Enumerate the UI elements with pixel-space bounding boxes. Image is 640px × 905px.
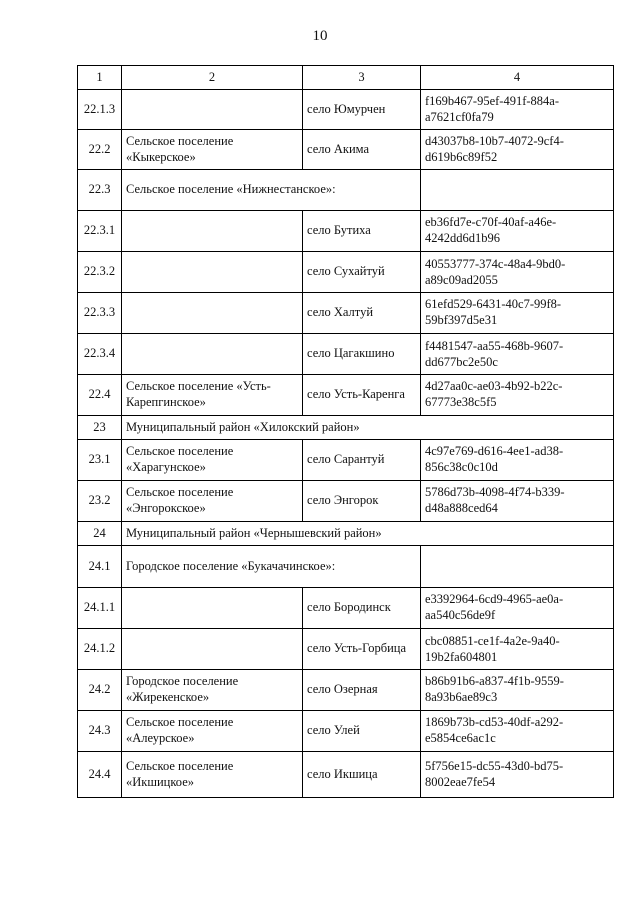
guid-cell: 40553777-374c-48a4-9bd0-a89c09ad2055 — [421, 252, 614, 293]
row-number: 24.1.1 — [78, 588, 122, 629]
table-row — [78, 170, 614, 211]
locality-cell: село Бородинск — [303, 588, 421, 629]
table-row — [78, 522, 614, 546]
guid-cell: 1869b73b-cd53-40df-a292-e5854ce6ac1c — [421, 711, 614, 752]
guid-cell: b86b91b6-a837-4f1b-9559-8a93b6ae89c3 — [421, 670, 614, 711]
guid-cell: d43037b8-10b7-4072-9cf4-d619b6c89f52 — [421, 130, 614, 170]
settlement-cell: Сельское поселение «Икшицкое» — [122, 752, 303, 798]
locality-cell: село Сухайтуй — [303, 252, 421, 293]
row-number: 24.3 — [78, 711, 122, 752]
guid-cell: 5786d73b-4098-4f74-b339-d48a888ced64 — [421, 481, 614, 522]
locality-cell: село Бутиха — [303, 211, 421, 252]
row-number: 24.1.2 — [78, 629, 122, 670]
district-heading: Муниципальный район «Чернышевский район» — [122, 522, 614, 546]
settlement-cell — [122, 629, 303, 670]
guid-cell: cbc08851-ce1f-4a2e-9a40-19b2fa604801 — [421, 629, 614, 670]
settlement-cell: Городское поселение «Букачачинское»: — [122, 546, 421, 588]
row-number: 23 — [78, 416, 122, 440]
header-col-4: 4 — [421, 66, 614, 90]
guid-cell: 61efd529-6431-40c7-99f8-59bf397d5e31 — [421, 293, 614, 334]
table-row — [78, 752, 614, 798]
guid-cell: 4c97e769-d616-4ee1-ad38-856c38c0c10d — [421, 440, 614, 481]
table-row — [78, 90, 614, 130]
table-row — [78, 375, 614, 416]
settlement-cell: Сельское поселение «Харагунское» — [122, 440, 303, 481]
table-row — [78, 416, 614, 440]
district-heading: Муниципальный район «Хилокский район» — [122, 416, 614, 440]
row-number: 22.3 — [78, 170, 122, 211]
guid-cell: f4481547-aa55-468b-9607-dd677bc2e50c — [421, 334, 614, 375]
locality-cell: село Юмурчен — [303, 90, 421, 130]
settlement-cell: Сельское поселение «Усть-Карепгинское» — [122, 375, 303, 416]
guid-cell: 4d27aa0c-ae03-4b92-b22c-67773e38c5f5 — [421, 375, 614, 416]
guid-cell — [421, 546, 614, 588]
guid-cell: f169b467-95ef-491f-884a-a7621cf0fa79 — [421, 90, 614, 130]
locality-cell: село Цагакшино — [303, 334, 421, 375]
table-row — [78, 440, 614, 481]
table-row — [78, 481, 614, 522]
settlement-cell — [122, 588, 303, 629]
row-number: 22.3.3 — [78, 293, 122, 334]
table-row — [78, 130, 614, 170]
settlement-cell — [122, 334, 303, 375]
header-col-1: 1 — [78, 66, 122, 90]
row-number: 24.4 — [78, 752, 122, 798]
table-row — [78, 629, 614, 670]
guid-cell: eb36fd7e-c70f-40af-a46e-4242dd6d1b96 — [421, 211, 614, 252]
row-number: 24.1 — [78, 546, 122, 588]
locality-cell: село Халтуй — [303, 293, 421, 334]
locality-cell: село Усть-Каренга — [303, 375, 421, 416]
table-row — [78, 211, 614, 252]
guid-cell: 5f756e15-dc55-43d0-bd75-8002eae7fe54 — [421, 752, 614, 798]
table-row — [78, 293, 614, 334]
page-number: 10 — [312, 28, 328, 44]
row-number: 22.4 — [78, 375, 122, 416]
settlement-cell — [122, 293, 303, 334]
settlements-table — [77, 65, 614, 798]
row-number: 22.3.1 — [78, 211, 122, 252]
table-row — [78, 546, 614, 588]
row-number: 23.1 — [78, 440, 122, 481]
locality-cell: село Энгорок — [303, 481, 421, 522]
guid-cell: e3392964-6cd9-4965-ae0a-aa540c56de9f — [421, 588, 614, 629]
table-row — [78, 252, 614, 293]
header-col-3: 3 — [303, 66, 421, 90]
settlement-cell: Сельское поселение «Кыкерское» — [122, 130, 303, 170]
locality-cell: село Сарантуй — [303, 440, 421, 481]
row-number: 23.2 — [78, 481, 122, 522]
table-row — [78, 670, 614, 711]
table-header-row — [78, 66, 614, 90]
locality-cell: село Озерная — [303, 670, 421, 711]
header-col-2: 2 — [122, 66, 303, 90]
table-row — [78, 334, 614, 375]
locality-cell: село Акима — [303, 130, 421, 170]
table-row — [78, 588, 614, 629]
settlement-cell: Сельское поселение «Алеурское» — [122, 711, 303, 752]
settlement-cell: Городское поселение «Жирекенское» — [122, 670, 303, 711]
settlement-cell — [122, 90, 303, 130]
settlement-cell: Сельское поселение «Нижнестанское»: — [122, 170, 421, 211]
settlement-cell — [122, 211, 303, 252]
row-number: 22.3.4 — [78, 334, 122, 375]
settlement-cell: Сельское поселение «Энгорокское» — [122, 481, 303, 522]
locality-cell: село Улей — [303, 711, 421, 752]
row-number: 22.3.2 — [78, 252, 122, 293]
row-number: 22.1.3 — [78, 90, 122, 130]
table-row — [78, 711, 614, 752]
locality-cell: село Усть-Горбица — [303, 629, 421, 670]
settlement-cell — [122, 252, 303, 293]
row-number: 22.2 — [78, 130, 122, 170]
guid-cell — [421, 170, 614, 211]
row-number: 24 — [78, 522, 122, 546]
row-number: 24.2 — [78, 670, 122, 711]
locality-cell: село Икшица — [303, 752, 421, 798]
